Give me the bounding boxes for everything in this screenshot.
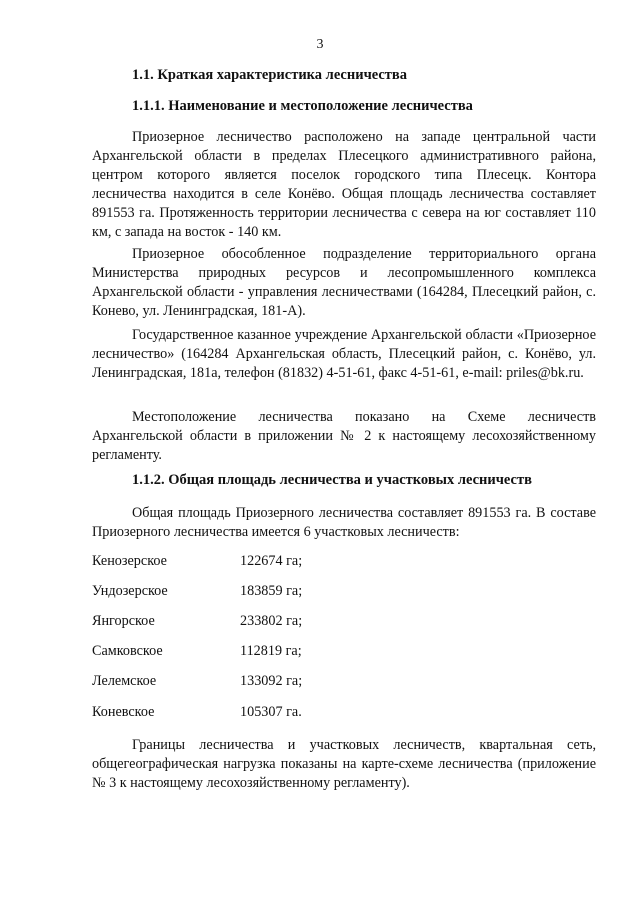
area-value: 233802 га; <box>240 613 303 629</box>
area-row <box>92 643 302 660</box>
area-name: Кенозерское <box>92 553 167 569</box>
area-value: 122674 га; <box>240 553 303 569</box>
paragraph-institution: Государственное казанное учреждение Архангельской области «Приозерное лесничество» (164284 Архангельская область, Плесецкий район, с. Конёво, ул. Ленинградская, 181а, телефон (81832) 4-51-61, факс 4-51-61, e-mail: priles@bk.ru. <box>92 327 596 381</box>
paragraph-total-area: Общая площадь Приозерного лесничества составляет 891553 га. В составе Приозерного лесничества имеется 6 участковых лесничеств: <box>92 505 596 540</box>
area-name: Коневское <box>92 704 155 720</box>
heading-1-1: 1.1. Краткая характеристика лесничества <box>132 67 408 83</box>
area-row <box>92 583 302 600</box>
paragraph-boundaries: Границы лесничества и участковых лесничеств, квартальная сеть, общегеографическая нагрузка показаны на карте-схеме лесничества (приложение № 3 к настоящему лесохозяйственному регламенту). <box>92 737 596 791</box>
paragraph-subdivision: Приозерное обособленное подразделение территориального органа Министерства природных ресурсов и лесопромышленного комплекса Архангельской области - управления лесничествами (164284, Плесецкий район, с. Конево, ул. Ленинградская, 181-А). <box>92 246 596 319</box>
area-value: 112819 га; <box>240 643 302 659</box>
area-name: Лелемское <box>92 673 157 689</box>
page-number: 3 <box>316 37 324 52</box>
area-row <box>92 673 302 690</box>
area-value: 133092 га; <box>240 673 303 689</box>
area-row <box>92 704 302 721</box>
area-name: Янгорское <box>92 613 155 629</box>
area-row <box>92 613 302 630</box>
area-name: Ундозерское <box>92 583 168 599</box>
area-value: 105307 га. <box>240 704 302 720</box>
paragraph-scheme-reference: Местоположение лесничества показано на Схеме лесничеств Архангельской области в приложении № 2 к настоящему лесохозяйственному регламенту. <box>92 409 596 463</box>
area-name: Самковское <box>92 643 163 659</box>
heading-1-1-1: 1.1.1. Наименование и местоположение лесничества <box>132 98 473 114</box>
area-value: 183859 га; <box>240 583 303 599</box>
heading-1-1-2: 1.1.2. Общая площадь лесничества и участковых лесничеств <box>132 472 532 488</box>
paragraph-location: Приозерное лесничество расположено на западе центральной части Архангельской области в пределах Плесецкого административного района, центром которого является поселок городского типа Плесецк. Контора лесничества находится в селе Конёво. Общая площадь лесничества составляет 891553 га. Протяженность территории лесничества с севера на юг составляет 110 км, с запада на восток - 140 км. <box>92 129 596 240</box>
area-row <box>92 553 302 570</box>
